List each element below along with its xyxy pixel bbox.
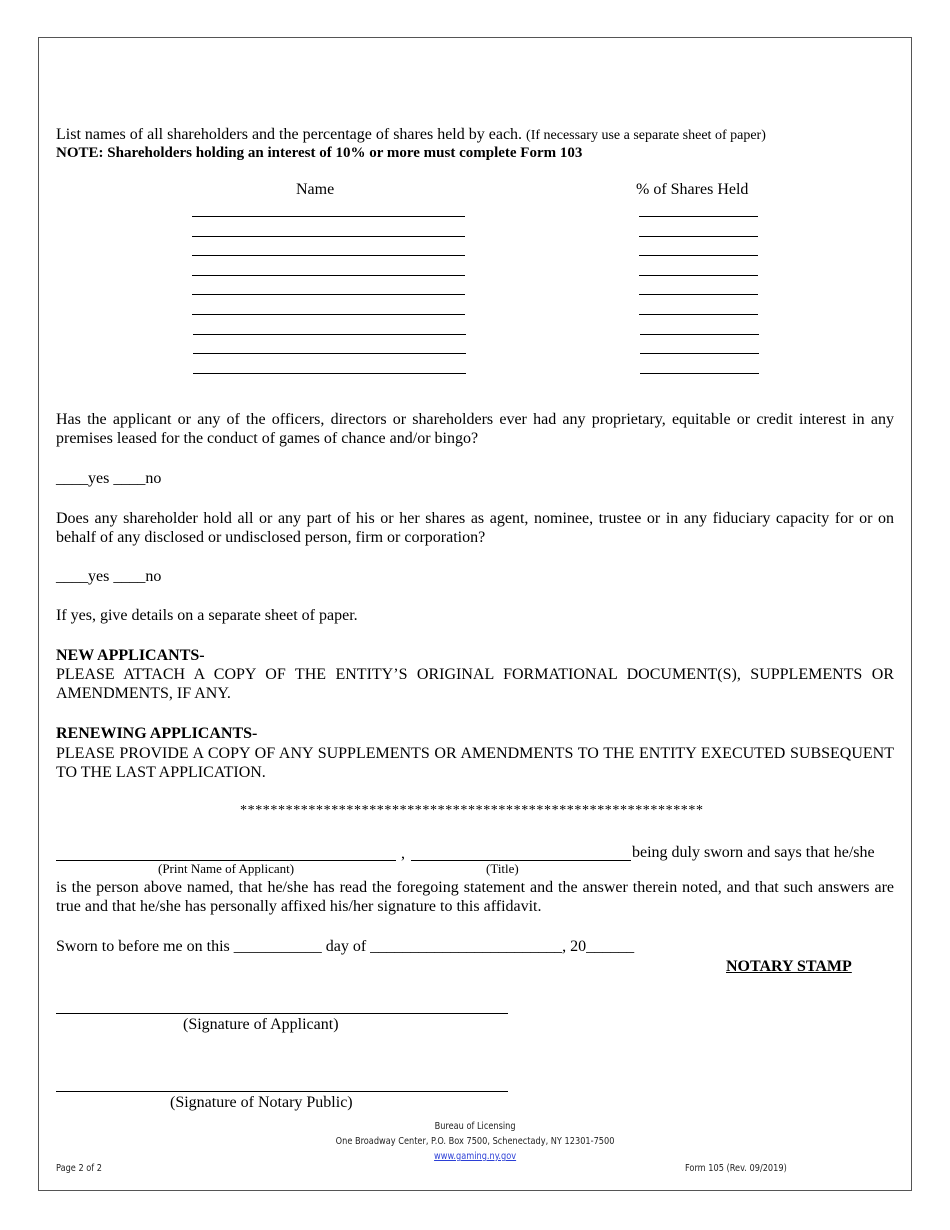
intro-main-text: List names of all shareholders and the percentage of shares held by each. [56, 126, 523, 143]
question-fiduciary-shares: Does any shareholder hold all or any part of his or her shares as agent, nominee, trustee or in any fiduciary capacity for or on behalf of any disclosed or undisclosed person, firm or corporation? [56, 510, 894, 546]
shareholder-name-line[interactable] [192, 275, 465, 276]
shareholder-percent-line[interactable] [640, 373, 759, 374]
shareholder-percent-line[interactable] [640, 334, 759, 335]
notary-stamp-label: NOTARY STAMP [726, 958, 852, 975]
shareholder-percent-line[interactable] [639, 314, 758, 315]
shareholder-percent-line[interactable] [639, 294, 758, 295]
shareholder-percent-line[interactable] [639, 216, 758, 217]
bureau-address: One Broadway Center, P.O. Box 7500, Schenectady, NY 12301-7500 [335, 1136, 615, 1147]
shareholder-name-line[interactable] [192, 294, 465, 295]
shareholder-note: NOTE: Shareholders holding an interest of 10% or more must complete Form 103 [56, 145, 583, 161]
form-number: Form 105 (Rev. 09/2019) [685, 1163, 787, 1174]
intro-paren-text: (If necessary use a separate sheet of paper) [526, 128, 766, 143]
affidavit-body: is the person above named, that he/she has read the foregoing statement and the answer therein noted, and that such answers are true and that he/she has personally affixed his/her signature to this affidavit. [56, 879, 894, 915]
sworn-date-line[interactable]: Sworn to before me on this ___________ day of ________________________, 20______ [56, 938, 635, 955]
notary-signature-line[interactable] [56, 1091, 508, 1092]
answer-fiduciary-shares[interactable]: ____yes ____no [56, 568, 162, 585]
applicant-signature-line[interactable] [56, 1013, 508, 1014]
shareholder-percent-line[interactable] [640, 353, 759, 354]
shareholder-name-line[interactable] [193, 373, 466, 374]
bureau-label: Bureau of Licensing [434, 1121, 516, 1132]
name-column-header: Name [296, 181, 335, 198]
shareholder-percent-line[interactable] [639, 255, 758, 256]
if-yes-instruction: If yes, give details on a separate sheet of paper. [56, 607, 358, 624]
answer-premises-interest[interactable]: ____yes ____no [56, 470, 162, 487]
shareholder-name-line[interactable] [192, 216, 465, 217]
renewing-applicants-body: PLEASE PROVIDE A COPY OF ANY SUPPLEMENTS OR AMENDMENTS TO THE ENTITY EXECUTED SUBSEQUENT TO THE LAST APPLICATION. [56, 745, 894, 781]
page-number: Page 2 of 2 [56, 1163, 103, 1174]
asterisk-separator: ************************************************************* [240, 803, 704, 818]
website-link[interactable]: www.gaming.ny.gov [434, 1151, 517, 1162]
intro-line [56, 125, 896, 145]
footer-address-block [300, 1119, 650, 1164]
shareholder-name-line[interactable] [193, 334, 466, 335]
question-premises-interest: Has the applicant or any of the officers, directors or shareholders ever had any proprietary, equitable or credit interest in any premises leased for the conduct of games of chance and/or bingo? [56, 411, 894, 447]
shareholder-name-line[interactable] [193, 353, 466, 354]
applicant-signature-caption: (Signature of Applicant) [183, 1016, 339, 1033]
print-name-caption: (Print Name of Applicant) [158, 861, 295, 876]
notary-signature-caption: (Signature of Notary Public) [170, 1094, 353, 1111]
affidavit-comma: , [401, 845, 405, 862]
title-line[interactable] [411, 860, 631, 861]
shares-column-header: % of Shares Held [636, 181, 749, 198]
renewing-applicants-heading: RENEWING APPLICANTS- [56, 725, 258, 742]
shareholder-name-line[interactable] [192, 236, 465, 237]
sworn-text: being duly sworn and says that he/she [632, 844, 875, 861]
shareholder-percent-line[interactable] [639, 236, 758, 237]
shareholder-name-line[interactable] [192, 255, 465, 256]
new-applicants-body: PLEASE ATTACH A COPY OF THE ENTITY’S ORIGINAL FORMATIONAL DOCUMENT(S), SUPPLEMENTS OR AMENDMENTS, IF ANY. [56, 666, 894, 702]
new-applicants-heading: NEW APPLICANTS- [56, 647, 205, 664]
shareholder-percent-line[interactable] [639, 275, 758, 276]
title-caption: (Title) [486, 861, 519, 876]
shareholder-name-line[interactable] [192, 314, 465, 315]
